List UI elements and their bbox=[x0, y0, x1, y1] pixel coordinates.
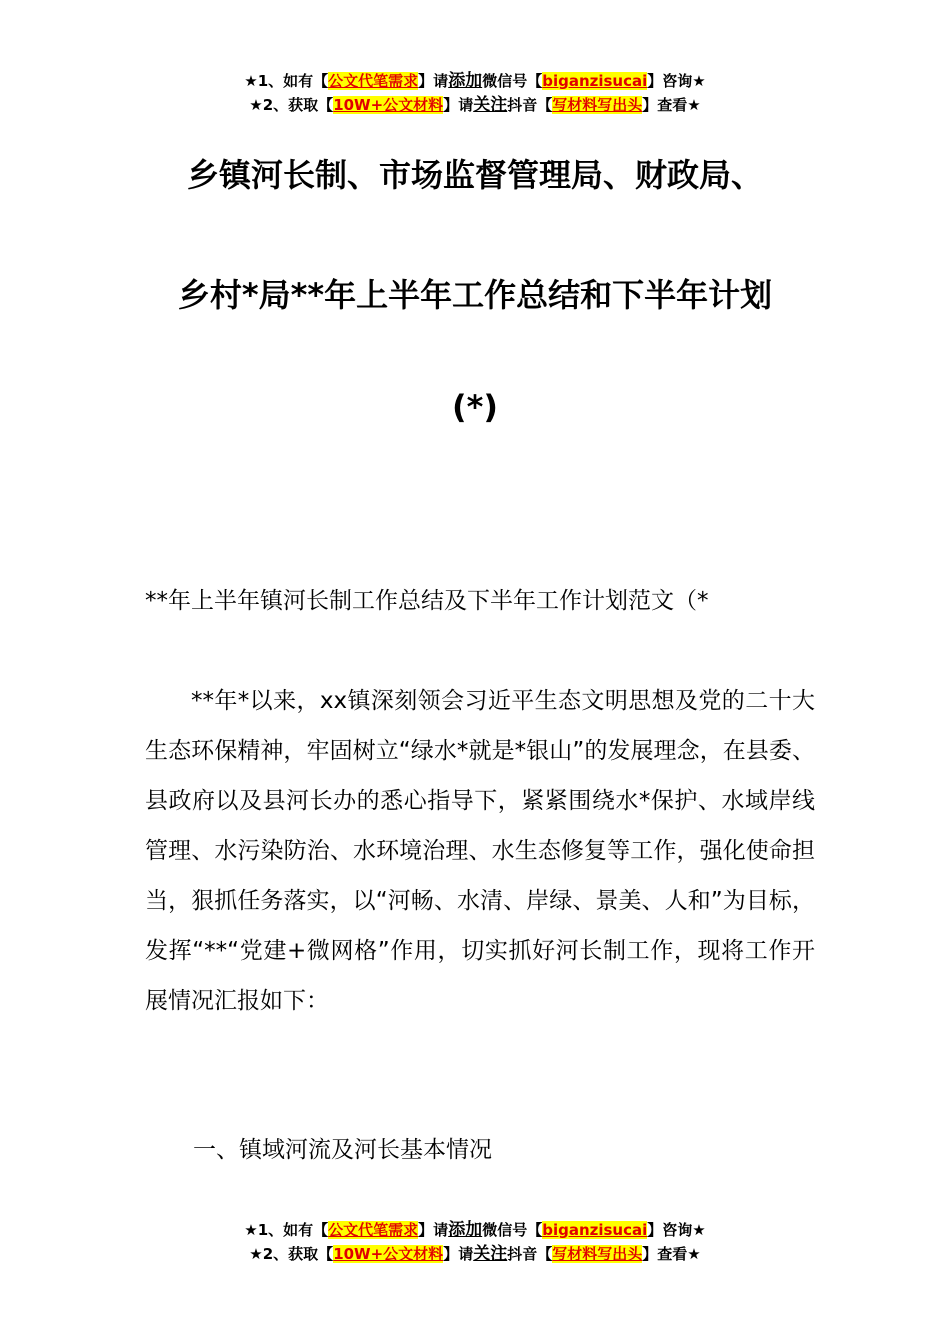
highlight: 公文代笔需求 bbox=[328, 1221, 419, 1239]
promo-banner-bottom bbox=[0, 1218, 950, 1266]
t: 微信号【 bbox=[482, 72, 543, 90]
t: 添加 bbox=[448, 1220, 483, 1240]
title-line-1: 乡镇河长制、市场监督管理局、财政局、 bbox=[186, 156, 763, 194]
section-heading: 一、镇域河流及河长基本情况 bbox=[193, 1137, 492, 1163]
t: 】请 bbox=[443, 1245, 474, 1263]
t: 抖音【 bbox=[507, 96, 553, 114]
t: ★1、如有【 bbox=[244, 72, 329, 90]
promo-banner-top bbox=[0, 69, 950, 117]
subtitle: **年上半年镇河长制工作总结及下半年工作计划范文（* bbox=[145, 588, 709, 614]
t: 微信号【 bbox=[482, 1221, 543, 1239]
t: 关注 bbox=[473, 95, 508, 115]
t: 】咨询★ bbox=[647, 72, 706, 90]
t: 】请 bbox=[418, 72, 449, 90]
highlight: 10W+公文材料 bbox=[333, 96, 444, 114]
highlight: 10W+公文材料 bbox=[333, 1245, 444, 1263]
t: 抖音【 bbox=[507, 1245, 553, 1263]
title-line-2: 乡村*局**年上半年工作总结和下半年计划 bbox=[177, 276, 773, 314]
t: ★2、获取【 bbox=[249, 1245, 334, 1263]
promo-line-2 bbox=[0, 1242, 950, 1266]
highlight: 写材料写出头 bbox=[552, 96, 643, 114]
t: 】查看★ bbox=[642, 1245, 701, 1263]
promo-line-2 bbox=[0, 93, 950, 117]
t: 】咨询★ bbox=[647, 1221, 706, 1239]
title-line-3: (*) bbox=[452, 388, 498, 426]
highlight: biganzisucai bbox=[542, 1221, 648, 1239]
highlight: biganzisucai bbox=[542, 72, 648, 90]
t: 】查看★ bbox=[642, 96, 701, 114]
t: ★2、获取【 bbox=[249, 96, 334, 114]
t: 】请 bbox=[418, 1221, 449, 1239]
t: ★1、如有【 bbox=[244, 1221, 329, 1239]
highlight: 公文代笔需求 bbox=[328, 72, 419, 90]
promo-line-1 bbox=[0, 69, 950, 93]
t: 】请 bbox=[443, 96, 474, 114]
paragraph: **年*以来，xx镇深刻领会习近平生态文明思想及党的二十大生态环保精神，牢固树立“绿水*就是*银山”的发展理念，在县委、县政府以及县河长办的悉心指导下，紧紧围绕水*保护、水域岸线管理、水污染防治、水环境治理、水生态修复等工作，强化使命担当，狠抓任务落实，以“河畅、水清、岸绿、景美、人和”为目标，发挥“**“党建+微网格”作用，切实抓好河长制工作，现将工作开展情况汇报如下： bbox=[145, 688, 815, 1014]
t: 添加 bbox=[448, 71, 483, 91]
promo-line-1 bbox=[0, 1218, 950, 1242]
t: 关注 bbox=[473, 1244, 508, 1264]
highlight: 写材料写出头 bbox=[552, 1245, 643, 1263]
